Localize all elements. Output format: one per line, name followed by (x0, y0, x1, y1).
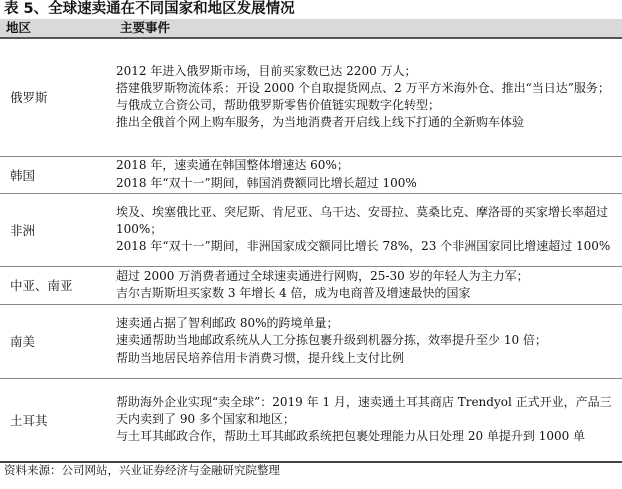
table-header-row (0, 19, 622, 38)
event-line: 埃及、埃塞俄比亚、突尼斯、肯尼亚、乌干达、安哥拉、莫桑比克、摩洛哥的买家增长率超过 100%； (116, 204, 609, 236)
events-cell (112, 266, 622, 304)
event-line: 速卖通占据了智利邮政 80%的跨境单量； (116, 316, 339, 331)
event-line: 与土耳其邮政合作，帮助土耳其邮政系统把包裹处理能力从日处理 20 单提升到 1000 单 (116, 429, 586, 444)
region-cell: 非洲 (0, 193, 112, 266)
region-cell: 南美 (0, 304, 112, 378)
events-cell (112, 304, 622, 378)
table-row (0, 193, 622, 266)
events-cell (112, 378, 622, 462)
event-line: 2018 年，速卖通在韩国整体增速达 60%； (116, 158, 349, 173)
region-cell: 中亚、南亚 (0, 266, 112, 304)
header-region: 地区 (0, 19, 112, 38)
events-table (0, 19, 622, 463)
region-cell: 韩国 (0, 156, 112, 193)
event-line: 推出全俄首个网上购车服务，为当地消费者开启线上线下打通的全新购车体验 (116, 115, 525, 130)
events-cell (112, 193, 622, 266)
table-title: 表 5、全球速卖通在不同国家和地区发展情况 (4, 1, 295, 17)
event-line: 2018 年“双十一”期间，韩国消费额同比增长超过 100% (116, 175, 417, 190)
event-line: 2012 年进入俄罗斯市场，目前买家数已达 2200 万人； (116, 63, 417, 78)
table-row (0, 378, 622, 462)
table-row (0, 266, 622, 304)
region-cell: 土耳其 (0, 378, 112, 462)
events-cell (112, 38, 622, 156)
events-cell (112, 156, 622, 193)
event-line: 速卖通帮助当地邮政系统从人工分拣包裹升级到机器分拣，效率提升至少 10 倍； (116, 333, 547, 348)
event-line: 吉尔吉斯斯坦买家数 3 年增长 4 倍，成为电商普及增速最快的国家 (116, 286, 471, 300)
event-line: 2018 年“双十一”期间，非洲国家成交额同比增长 78%，23 个非洲国家同比增速超过 100% (116, 239, 611, 254)
event-line: 与俄成立合资公司，帮助俄罗斯零售价值链实现数字化转型； (116, 98, 441, 113)
table-row (0, 304, 622, 378)
event-line: 搭建俄罗斯物流体系：开设 2000 个自取提货网点、2 万平方米海外仓、推出“当日达”服务； (116, 81, 610, 96)
event-line: 帮助海外企业实现“卖全球”：2019 年 1 月，速卖通土耳其商店 Trendyol 正式开业，产品三天内卖到了 90 多个国家和地区； (116, 394, 612, 427)
source-note: 资料来源：公司网站，兴业证券经济与金融研究院整理 (4, 463, 280, 477)
table-row (0, 38, 622, 156)
header-events: 主要事件 (112, 19, 622, 38)
table-row (0, 156, 622, 193)
region-cell: 俄罗斯 (0, 38, 112, 156)
event-line: 帮助当地居民培养信用卡消费习惯，提升线上支付比例 (116, 350, 405, 365)
event-line: 超过 2000 万消费者通过全球速卖通进行网购，25-30 岁的年轻人为主力军； (116, 268, 529, 283)
